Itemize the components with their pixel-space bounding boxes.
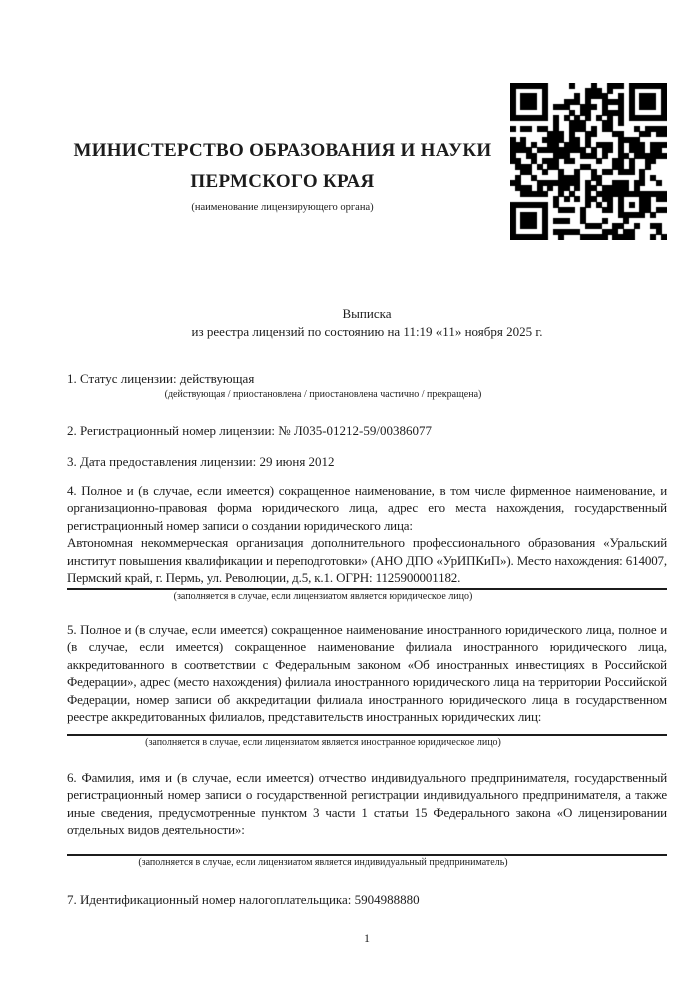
entrepreneur-note: (заполняется в случае, если лицензиатом является индивидуальный предприниматель) [138, 856, 508, 868]
foreign-entity-question: 5. Полное и (в случае, если имеется) сокращенное наименование иностранного юридического лица, полное и (в случае, если имеется) сокращенное наименование филиала иностранного юридического лица, аккредитованного в соответствии с Федеральным законом «Об иностранных инвестициях в Российской Федерации», адрес (место нахождения) филиала иностранного юридического лица на территории Российской Федерации, номер записи об аккредитации филиала иностранного юридического лица в государственном реестре аккредитованных филиалов, представительств иностранных юридических лиц: [67, 621, 667, 724]
document-header [67, 0, 667, 240]
license-status-section [67, 370, 667, 401]
legal-entity-question: 4. Полное и (в случае, если имеется) сокращенное наименование, в том числе фирменное наименование, и организационно-правовая форма юридического лица, адрес его места нахождения, государственный регистрационный номер записи о создании юридического лица: [67, 482, 667, 533]
document-title-block [67, 305, 667, 341]
grant-date-section [67, 453, 667, 471]
registration-number-text: 2. Регистрационный номер лицензии: № Л035-01212-59/00386077 [67, 422, 433, 438]
entrepreneur-question: 6. Фамилия, имя и (в случае, если имеется) отчество индивидуального предпринимателя, государственный регистрационный номер записи о государственной регистрации индивидуального предпринимателя, а также иные сведения, предусмотренные пунктом 3 части 1 статьи 15 Федерального закона «О лицензировании отдельных видов деятельности»: [67, 769, 667, 837]
status-options-note: (действующая / приостановлена / приостановлена частично / прекращена) [164, 388, 482, 400]
qr-code-icon [510, 83, 667, 240]
foreign-entity-note: (заполняется в случае, если лицензиатом является иностранное юридическое лицо) [145, 736, 501, 748]
legal-entity-section [67, 482, 667, 603]
document-subtitle: из реестра лицензий по состоянию на 11:19 «11» ноября 2025 г. [191, 324, 543, 339]
document-title: Выписка [342, 306, 392, 321]
legal-entity-details: Автономная некоммерческая организация дополнительного профессионального образования «Уральский институт повышения квалификации и переподготовки» (АНО ДПО «УрИПКиП»). Место нахождения: 614007, Пермский край, г. Пермь, ул. Революции, д.5, к.1. ОГРН: 1125900001182. [67, 535, 667, 585]
legal-entity-note: (заполняется в случае, если лицензиатом является юридическое лицо) [173, 590, 473, 602]
license-status-text: 1. Статус лицензии: действующая [67, 371, 255, 386]
ministry-name-line1: МИНИСТЕРСТВО ОБРАЗОВАНИЯ И НАУКИ [73, 140, 492, 161]
taxpayer-id-text: 7. Идентификационный номер налогоплательщика: 5904988880 [67, 891, 420, 907]
page-number: 1 [364, 931, 370, 945]
foreign-entity-section [67, 621, 667, 749]
licensing-authority-block [67, 135, 510, 215]
taxpayer-id-section [67, 891, 667, 909]
ministry-name-line2: ПЕРМСКОГО КРАЯ [190, 171, 375, 192]
entrepreneur-section [67, 769, 667, 869]
registration-number-section [67, 422, 667, 440]
licensing-authority-caption: (наименование лицензирующего органа) [191, 202, 374, 213]
grant-date-text: 3. Дата предоставления лицензии: 29 июня 2012 [67, 454, 335, 469]
